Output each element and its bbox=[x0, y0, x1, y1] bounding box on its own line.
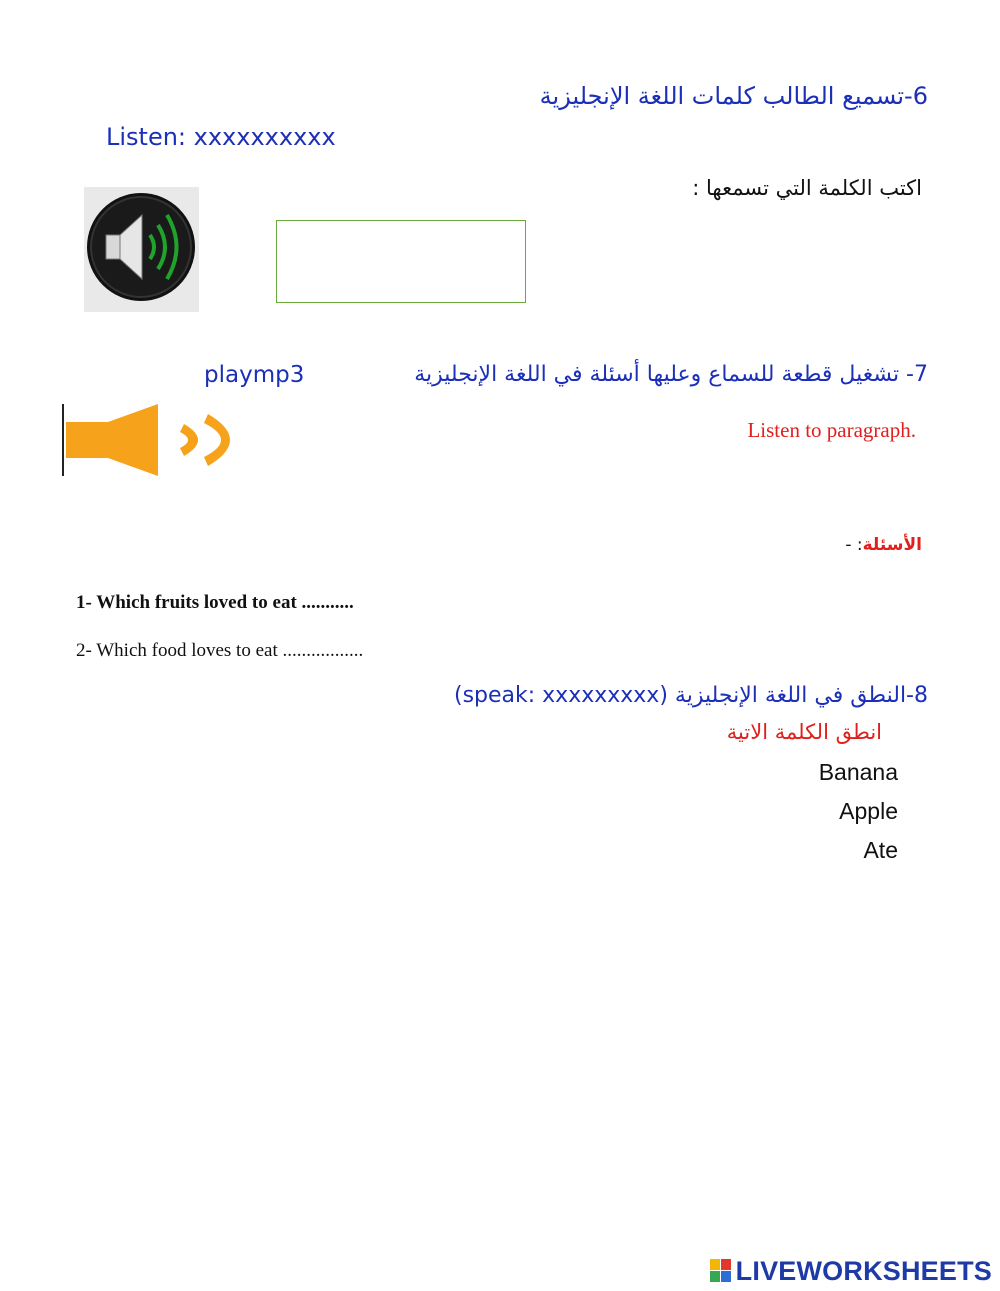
answer-input[interactable] bbox=[276, 220, 526, 303]
pronounce-instruction: انطق الكلمة الاتية bbox=[726, 720, 882, 744]
section-7-heading: 7- تشغيل قطعة للسماع وعليها أسئلة في اللغة الإنجليزية bbox=[414, 362, 928, 387]
listen-label: Listen: xxxxxxxxxx bbox=[106, 123, 336, 151]
listen-to-paragraph-label: Listen to paragraph. bbox=[747, 418, 916, 442]
word-banana: Banana bbox=[818, 759, 898, 785]
questions-heading bbox=[845, 535, 922, 555]
section-6-heading: 6-تسميع الطالب كلمات اللغة الإنجليزية bbox=[539, 82, 928, 110]
question-2: 2- Which food loves to eat ................. bbox=[76, 640, 364, 661]
liveworksheets-logo-text: LIVEWORKSHEETS bbox=[735, 1255, 992, 1286]
liveworksheets-logo-mark-icon bbox=[710, 1259, 732, 1283]
questions-heading-label: الأسئلة bbox=[862, 535, 922, 555]
question-1: 1- Which fruits loved to eat ........... bbox=[76, 592, 354, 613]
section-8-heading: 8-النطق في اللغة الإنجليزية (speak: xxxxxxxxx) bbox=[453, 683, 928, 708]
questions-heading-suffix: : - bbox=[845, 535, 863, 555]
speaker-volume-icon[interactable] bbox=[84, 187, 199, 312]
word-apple: Apple bbox=[839, 798, 898, 824]
liveworksheets-logo bbox=[710, 1255, 992, 1287]
word-ate: Ate bbox=[863, 837, 898, 863]
playmp3-label: playmp3 bbox=[204, 362, 305, 388]
write-word-instruction: اكتب الكلمة التي تسمعها : bbox=[692, 176, 922, 200]
orange-speaker-icon[interactable] bbox=[62, 402, 258, 478]
